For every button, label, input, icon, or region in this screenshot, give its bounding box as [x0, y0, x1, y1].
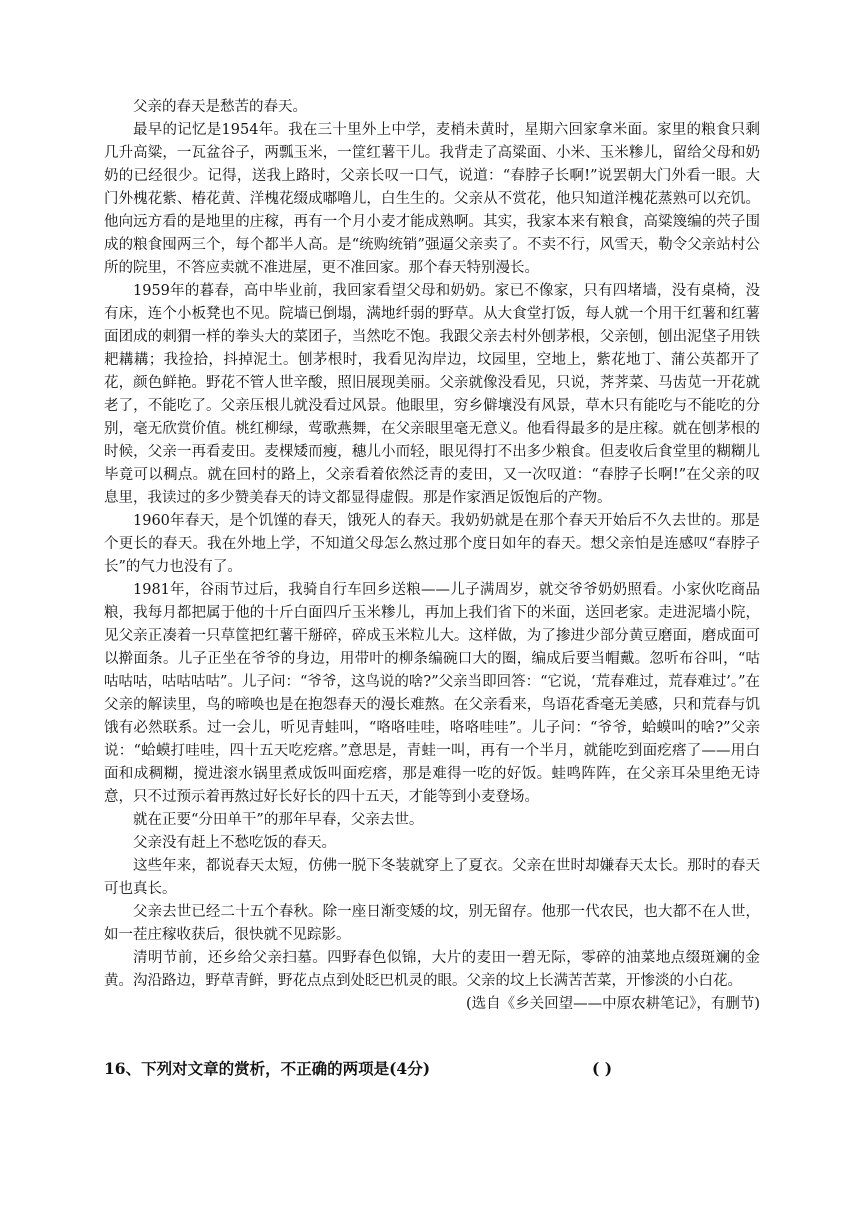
article-paragraph-5: 1981年，谷雨节过后，我骑自行车回乡送粮——儿子满周岁，就交爷爷奶奶照看。小家伙吃商品粮，我每月都把属于他的十斤白面四斤玉米糁儿，再加上我们省下的米面，送回老家。走进泥墙小院，见父亲正凑着一只草筐把红薯干掰碎，碎成玉米粒儿大。这样做，为了掺进少部分黄豆磨面，磨成面可以擀面条。儿子正坐在爷爷的身边，用带叶的柳条编碗口大的圈，编成后要当帽戴。忽听布谷叫，“咕咕咕咕，咕咕咕咕”。儿子问：“爷爷，这鸟说的啥?”父亲当即回答：“它说，‘荒春难过，荒春难过’。”在父亲的解读里，鸟的啼唤也是在抱怨春天的漫长难熬。在父亲看来，鸟语花香毫无美感，只和荒春与饥饿有必然联系。过一会儿，听见青蛙叫，“咯咯哇哇，咯咯哇哇”。儿子问：“爷爷，蛤蟆叫的啥?”父亲说：“蛤蟆打哇哇，四十五天吃疙瘩。”意思是，青蛙一叫，再有一个半月，就能吃到面疙瘩了——用白面和成稠糊，搅进滚水锅里煮成饭叫面疙瘩，那是难得一吃的好饭。蛙鸣阵阵，在父亲耳朵里绝无诗意，只不过预示着再熬过好长好长的四十五天，才能等到小麦登场。	[104, 582, 760, 805]
article-paragraph-9: 父亲去世已经二十五个春秋。除一座日渐变矮的坟，别无留存。他那一代农民，也大都不在人世，如一茬庄稼收获后，很快就不见踪影。	[104, 904, 760, 943]
answer-blank[interactable]: ( )	[592, 1059, 613, 1078]
article-paragraph-8: 这些年来，都说春天太短，仿佛一脱下冬装就穿上了夏衣。父亲在世时却嫌春天太长。那时的春天可也真长。	[104, 858, 760, 897]
article-paragraph-2: 最早的记忆是1954年。我在三十里外上中学，麦梢未黄时，星期六回家拿米面。家里的粮食只剩几升高粱，一瓦盆谷子，两瓢玉米，一筐红薯干儿。我背走了高粱面、小米、玉米糁儿，留给父母和奶奶的已经很少。记得，送我上路时，父亲长叹一口气，说道：“春脖子长啊!”说罢朝大门外看一眼。大门外槐花紫、椿花黄、洋槐花缀成嘟噜儿，白生生的。父亲从不赏花，他只知道洋槐花蒸熟可以充饥。他向远方看的是地里的庄稼，再有一个月小麦才能成熟啊。其实，我家本来有粮食，高粱篾编的茓子围成的粮食囤两三个，每个都半人高。是“统购统销”强逼父亲卖了。不卖不行，风雪天，勒令父亲站村公所的院里，不答应卖就不准进屋，更不准回家。那个春天特别漫长。	[104, 122, 760, 276]
article-paragraph-7: 父亲没有赶上不愁吃饭的春天。	[133, 835, 336, 851]
article-paragraph-10: 清明节前，还乡给父亲扫墓。四野春色似锦，大片的麦田一碧无际，零碎的油菜地点缀斑斓的金黄。沟沿路边，野草青鲜，野花点点到处眨巴机灵的眼。父亲的坟上长满苦苦菜，开惨淡的小白花。	[104, 950, 760, 989]
article-paragraph-3: 1959年的暮春，高中毕业前，我回家看望父母和奶奶。家已不像家，只有四堵墙，没有桌椅，没有床，连个小板凳也不见。院墙已倒塌，满地纤弱的野草。从大食堂打饭，每人就一个用干红薯和红薯面团成的刺猬一样的拳头大的菜团子，当然吃不饱。我跟父亲去村外刨茅根，父亲刨，刨出泥垡子用铁耙耩耩；我捡拾，抖掉泥土。刨茅根时，我看见沟岸边，坟园里，空地上，紫花地丁、蒲公英都开了花，颜色鲜艳。野花不管人世辛酸，照旧展现美丽。父亲就像没看见，只说，荠荠菜、马齿苋一开花就老了，不能吃了。父亲压根儿就没看过风景。他眼里，穷乡僻壤没有风景，草木只有能吃与不能吃的分别，毫无欣赏价值。桃红柳绿，莺歌燕舞，在父亲眼里毫无意义。他看得最多的是庄稼。就在刨茅根的时候，父亲一再看麦田。麦棵矮而瘦，穗儿小而轻，眼见得打不出多少粮食。但麦收后食堂里的糊糊儿毕竟可以稠点。就在回村的路上，父亲看着依然泛青的麦田，又一次叹道：“春脖子长啊!”在父亲的叹息里，我读过的多少赞美春天的诗文都显得虚假。那是作家酒足饭饱后的产物。	[104, 283, 760, 506]
article-body	[104, 96, 760, 1016]
article-source: (选自《乡关回望——中原农耕笔记》，有删节)	[465, 996, 760, 1012]
question-text: 16、下列对文章的赏析，不正确的两项是(4分)	[104, 1059, 431, 1078]
article-paragraph-4: 1960年春天，是个饥馑的春天，饿死人的春天。我奶奶就是在那个春天开始后不久去世的。那是个更长的春天。我在外地上学，不知道父母怎么熬过那个度日如年的春天。想父亲怕是连感叹“春脖子长”的气力也没有了。	[104, 513, 760, 575]
question-16	[104, 1057, 704, 1081]
article-paragraph-6: 就在正要“分田单干”的那年早春，父亲去世。	[133, 812, 424, 828]
article-paragraph-1: 父亲的春天是愁苦的春天。	[133, 99, 307, 115]
